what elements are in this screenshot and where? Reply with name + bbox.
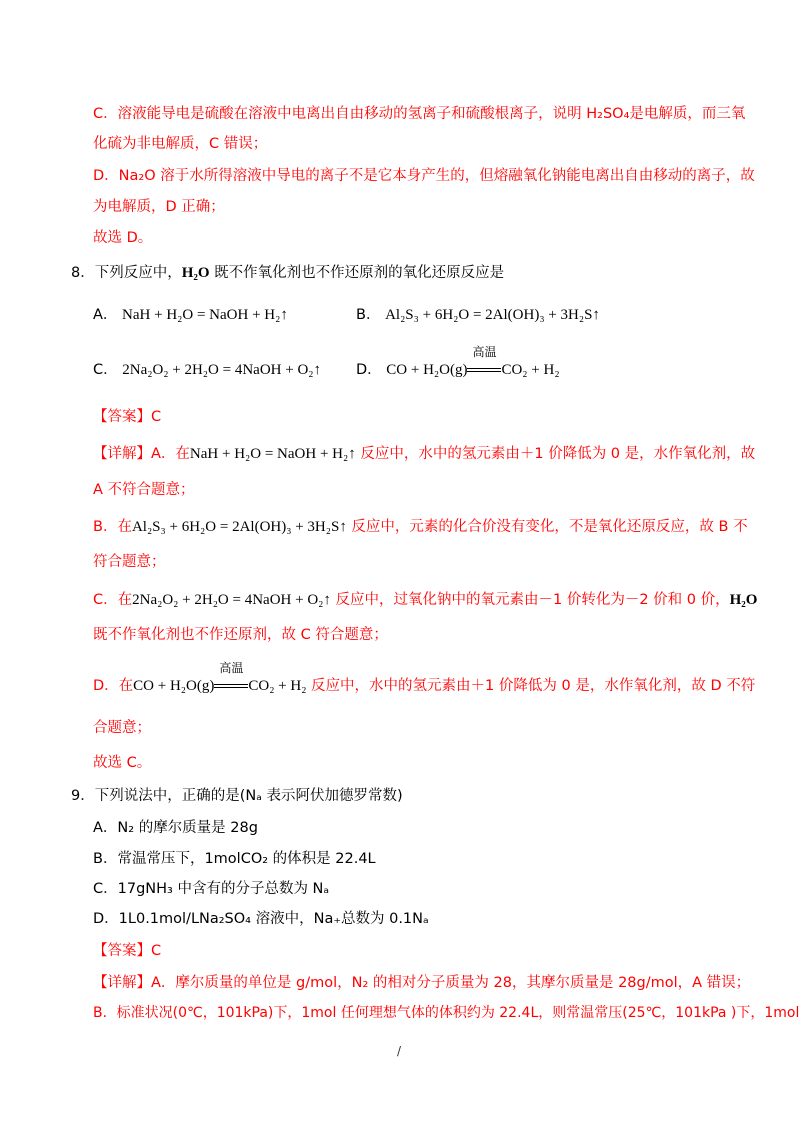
q8-option-b xyxy=(356,305,600,325)
prev-answer-d-line1: D．Na₂O 溶于水所得溶液中导电的离子不是它本身产生的，但熔融氧化钠能电离出自由移动的离子，故 xyxy=(93,168,755,184)
equals-bar-icon xyxy=(214,684,248,688)
q8-detail-d-part2: 反应中，水中的氢元素由＋1 价降低为 0 是，水作氧化剂，故 D 不符 xyxy=(306,678,756,694)
q8-detail-c-formula: 2Na₂O₂ + 2H₂O = 4NaOH + O₂↑ xyxy=(132,592,331,608)
q8-option-a xyxy=(93,305,288,325)
page-number: / xyxy=(397,1044,402,1058)
q8-detail-c-h2o: H₂O xyxy=(729,592,758,608)
prev-answer-d-line2: 为电解质，D 正确； xyxy=(93,199,225,215)
q8-answer: 【答案】C xyxy=(93,409,162,425)
q8-option-c-label: C． xyxy=(93,362,118,378)
q9-detail-a: 【详解】A．摩尔质量的单位是 g/mol，N₂ 的相对分子质量为 28，其摩尔质量是 28g/mol，A 错误； xyxy=(93,975,751,991)
q8-detail-d-formula-right: CO₂ + H₂ xyxy=(248,678,307,694)
q9-stem: 9．下列说法中，正确的是(Nₐ 表示阿伏加德罗常数) xyxy=(71,788,403,804)
q8-option-a-label: A． xyxy=(93,307,118,323)
q8-option-b-formula: Al₂S₃ + 6H₂O = 2Al(OH)₃ + 3H₂S↑ xyxy=(385,307,600,323)
q8-detail-a-part2: 反应中，水中的氢元素由＋1 价降低为 0 是，水作氧化剂，故 xyxy=(355,446,756,462)
q8-detail-c xyxy=(93,590,757,610)
q8-detail-b-part2: 反应中，元素的化合价没有变化，不是氧化还原反应，故 B 不 xyxy=(346,519,748,535)
q8-option-d-formula-right: CO₂ + H₂ xyxy=(501,362,560,378)
q8-stem-h2o: H₂O xyxy=(181,265,210,281)
q8-stem-prefix: 8．下列反应中， xyxy=(71,265,182,281)
prev-answer-conclusion: 故选 D。 xyxy=(93,230,153,246)
q8-detail-a-part1: A．在 xyxy=(151,446,190,462)
q8-detail-b xyxy=(93,517,748,537)
q8-option-d-condition xyxy=(467,345,501,380)
q8-detail-b-line2: 符合题意； xyxy=(93,554,166,570)
q8-stem-suffix: 既不作氧化剂也不作还原剂的氧化还原反应是 xyxy=(209,265,505,281)
q8-detail-b-part1: B．在 xyxy=(93,519,132,535)
q9-option-d: D．1L0.1mol/LNa₂SO₄ 溶液中，Na₊总数为 0.1Nₐ xyxy=(93,911,429,927)
q8-detail-d-line2: 合题意； xyxy=(93,720,151,736)
q8-option-d-label: D． xyxy=(356,362,382,378)
q8-detail-d xyxy=(93,661,756,696)
q9-option-c: C．17gNH₃ 中含有的分子总数为 Nₐ xyxy=(93,881,330,897)
q8-detail-c-part2: 反应中，过氧化钠中的氧元素由－1 价转化为－2 价和 0 价， xyxy=(330,592,730,608)
q9-option-b: B．常温常压下，1molCO₂ 的体积是 22.4L xyxy=(93,851,376,867)
q9-option-a: A．N₂ 的摩尔质量是 28g xyxy=(93,820,258,836)
q8-detail-label: 【详解】 xyxy=(93,446,151,462)
q8-option-a-formula: NaH + H₂O = NaOH + H₂↑ xyxy=(122,307,288,323)
q8-detail-a-formula: NaH + H₂O = NaOH + H₂↑ xyxy=(189,446,356,462)
q8-option-d-condition-text: 高温 xyxy=(472,345,497,359)
prev-answer-c-line1: C．溶液能导电是硫酸在溶液中电离出自由移动的氢离子和硫酸根离子，说明 H₂SO₄是电解质，而三氧 xyxy=(93,106,746,122)
q8-detail-c-part1: C．在 xyxy=(93,592,133,608)
q8-detail-b-formula: Al₂S₃ + 6H₂O = 2Al(OH)₃ + 3H₂S↑ xyxy=(131,519,347,535)
q8-detail-a xyxy=(93,444,755,464)
q8-detail-d-condition xyxy=(214,661,248,696)
q8-option-c xyxy=(93,360,321,380)
prev-answer-c-line2: 化硫为非电解质，C 错误； xyxy=(93,136,268,152)
q8-detail-d-part1: D．在 xyxy=(93,678,134,694)
q8-detail-d-condition-text: 高温 xyxy=(219,661,244,675)
q8-detail-d-formula-left: CO + H₂O(g) xyxy=(133,678,215,694)
q8-option-d-formula-left: CO + H₂O(g) xyxy=(386,362,468,378)
q8-option-c-formula: 2Na₂O₂ + 2H₂O = 4NaOH + O₂↑ xyxy=(122,362,322,378)
q8-option-b-label: B． xyxy=(356,307,381,323)
q8-detail-a-line2: A 不符合题意； xyxy=(93,482,195,498)
q9-detail-b: B．标准状况(0℃，101kPa)下，1mol 任何理想气体的体积约为 22.4L，则常温常压(25℃，101kPa )下，1mol xyxy=(93,1005,800,1021)
q8-stem xyxy=(71,263,504,283)
q9-answer: 【答案】C xyxy=(93,943,162,959)
equals-bar-icon xyxy=(467,368,501,372)
q8-detail-c-line2: 既不作氧化剂也不作还原剂，故 C 符合题意； xyxy=(93,627,388,643)
q8-conclusion: 故选 C。 xyxy=(93,755,152,771)
q8-option-d xyxy=(356,345,560,380)
